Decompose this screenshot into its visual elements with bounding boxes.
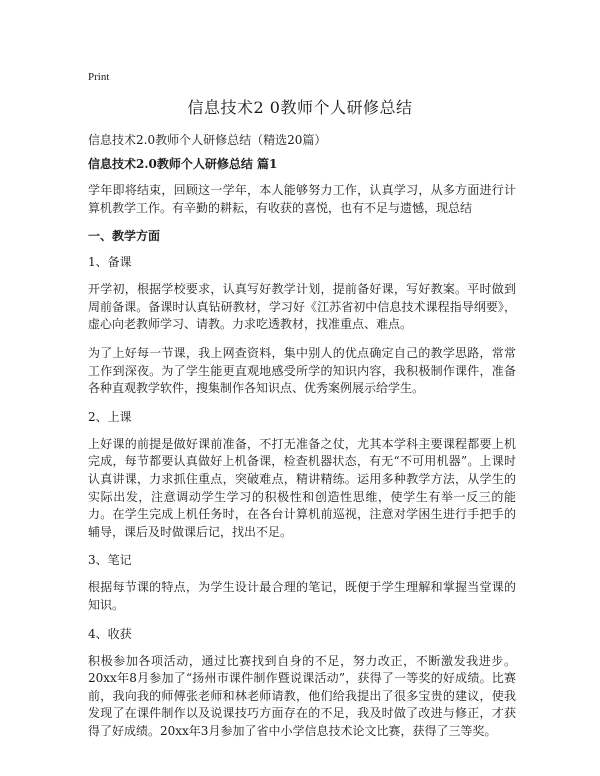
document-subtitle: 信息技术2.0教师个人研修总结（精选20篇）	[88, 133, 327, 147]
subsection-label-gains: 4、收获	[88, 626, 132, 641]
subsection-label-preparation: 1、备课	[88, 255, 132, 270]
paragraph-gains-1: 积极参加各项活动，通过比赛找到自身的不足，努力改正，不断激发我进步。20xx年8月参加了“扬州市课件制作暨说课活动”，获得了一等奖的好成绩。比赛前，我向我的师傅张老师和林老师请教，他们给我提出了很多宝贵的建议，使我发现了在课件制作以及说课技巧方面存在的不足，我及时做了改进与修正，才获得了好成绩。20xx年3月参加了省中小学信息技术论文比赛，获得了三等奖。	[88, 653, 516, 738]
article-body	[88, 156, 516, 751]
paragraph-preparation-2: 为了上好每一节课，我上网查资料，集中别人的优点确定自己的教学思路，常常工作到深夜。为了学生能更直观地感受所学的知识内容，我积极制作课件，准备各种直观教学软件，搜集制作各知识点、优秀案例展示给学生。	[88, 345, 516, 396]
paragraph-preparation-1: 开学初，根据学校要求，认真写好教学计划，提前备好课，写好教案。平时做到周前备课。备课时认真钻研教材，学习好《江苏省初中信息技术课程指导纲要》，虚心向老教师学习、请教。力求吃透教材，找准重点、难点。	[88, 282, 516, 332]
article-heading: 信息技术2.0教师个人研修总结 篇1	[88, 157, 278, 171]
subsection-label-class: 2、上课	[88, 409, 132, 424]
print-link[interactable]: Print	[88, 71, 110, 83]
paragraph-notes-1: 根据每节课的特点，为学生设计最合理的笔记，既便于学生理解和掌握当堂课的知识。	[88, 580, 516, 612]
intro-paragraph: 学年即将结束，回顾这一学年，本人能够努力工作，认真学习，从多方面进行计算机教学工作。有辛勤的耕耘，有收获的喜悦，也有不足与遗憾，现总结	[88, 183, 516, 215]
subsection-label-notes: 3、笔记	[88, 553, 132, 568]
document-title: 信息技术2 0教师个人研修总结	[187, 98, 413, 117]
paragraph-class-1: 上好课的前提是做好课前准备，不打无准备之仗，尤其本学科主要课程都要上机完成，每节都要认真做好上机备课，检查机器状态，有无“不可用机器”。上课时认真讲课，力求抓住重点，突破难点，精讲精练。运用多种教学方法，从学生的实际出发，注意调动学生学习的积极性和创造性思维，使学生有举一反三的能力。在学生完成上机任务时，在各台计算机前巡视，注意对学困生进行手把手的辅导，课后及时做课后记，找出不足。	[88, 436, 516, 539]
section-heading-teaching: 一、教学方面	[88, 229, 161, 244]
